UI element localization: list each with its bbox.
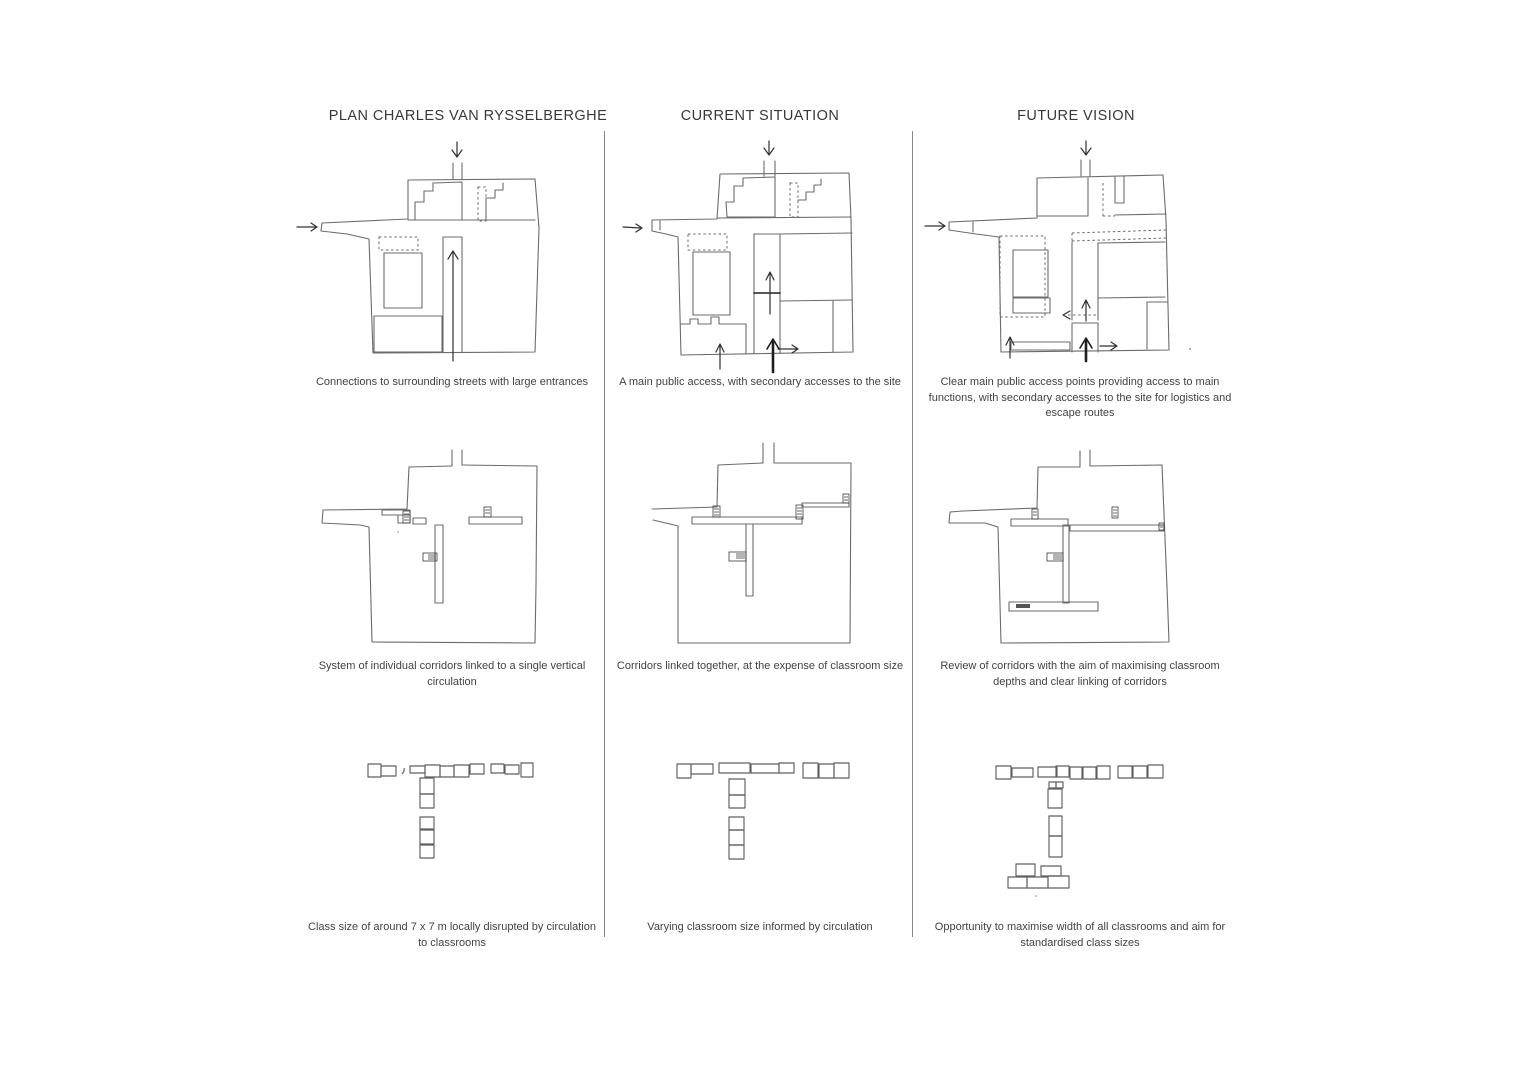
stair-symbol [729, 552, 746, 561]
sketch-classrooms-future [970, 745, 1210, 905]
column-header-future-vision: FUTURE VISION [1017, 108, 1135, 124]
right-access-arrow [1100, 342, 1117, 350]
sketch-plan-future-corridors [930, 430, 1240, 660]
sketch-plan-original-access [290, 140, 610, 380]
dashed-left-arrow [1063, 311, 1096, 319]
caption-current-classrooms: Varying classroom size informed by circulation [647, 921, 873, 933]
left-entrance-arrow [623, 224, 642, 232]
sketch-classrooms-current [650, 745, 890, 895]
stair-symbol [1032, 509, 1038, 519]
corridor-up-arrow [1082, 300, 1090, 321]
sketch-plan-original-corridors [300, 430, 610, 660]
caption-future-classrooms: Opportunity to maximise width of all classrooms and aim for standardised class sizes [934, 921, 1226, 949]
top-entrance-arrow [764, 141, 775, 176]
sketch-plan-future-access [920, 140, 1230, 375]
corridor-link-mark [1016, 604, 1030, 608]
stair-symbol [1159, 523, 1164, 530]
caption-current-corridors: Corridors linked together, at the expense of classroom size [616, 660, 904, 672]
column-header-plan-charles-van-rysselberghe: PLAN CHARLES VAN RYSSELBERGHE [328, 108, 608, 124]
main-entrance-arrow [1080, 338, 1092, 361]
secondary-access-arrow [716, 344, 724, 369]
stair-symbol [1047, 553, 1063, 561]
stair-symbol [843, 494, 849, 503]
left-entrance-arrow [925, 222, 945, 230]
sketch-plan-current-access [610, 140, 920, 375]
stair-symbol [484, 507, 491, 517]
secondary-access-arrow [1006, 337, 1014, 358]
stair-symbol [403, 511, 410, 523]
top-entrance-arrow [452, 142, 462, 179]
column-header-current-situation: CURRENT SITUATION [680, 108, 840, 124]
top-entrance-arrow [1081, 141, 1091, 176]
left-entrance-arrow [297, 223, 317, 231]
caption-future-corridors: Review of corridors with the aim of maximising classroom depths and clear linking of corridors [940, 660, 1220, 688]
caption-original-access: Connections to surrounding streets with large entrances [315, 376, 589, 388]
comma-mark [402, 768, 404, 774]
caption-current-access: A main public access, with secondary accesses to the site [619, 376, 901, 388]
caption-original-classrooms: Class size of around 7 x 7 m locally disrupted by circulation to classrooms [308, 921, 596, 949]
sketch-classrooms-original [340, 745, 580, 895]
main-entrance-arrow [767, 339, 779, 372]
caption-original-corridors: System of individual corridors linked to a single vertical circulation [318, 660, 586, 688]
sketch-plan-current-corridors [610, 430, 920, 660]
caption-future-access: Clear main public access points providing access to main functions, with secondary accesses to the site for logistics and escape routes [928, 376, 1232, 419]
stair-symbol [1112, 507, 1118, 518]
bottom-entrance-arrow [448, 251, 458, 361]
right-access-arrow [778, 345, 798, 353]
stair-symbol [713, 506, 720, 517]
